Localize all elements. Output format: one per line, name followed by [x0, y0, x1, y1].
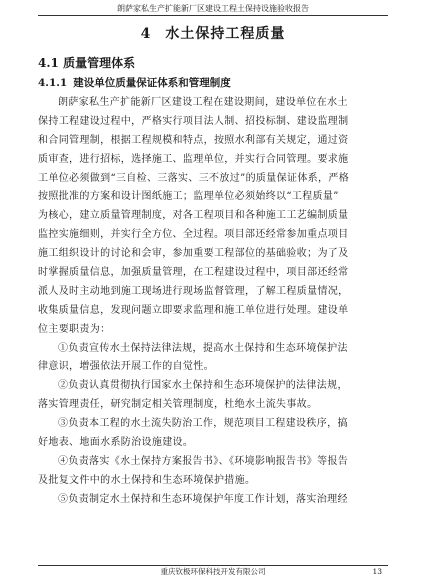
paragraph-line: 收集质量信息，发现问题立即要求监理和施工单位进行处理。建设单 [38, 304, 349, 316]
paragraph-line: 工单位必须做到“三自检、三落实、三不放过”的质量保证体系，严格 [38, 172, 350, 184]
chapter-number: 4 [140, 26, 152, 42]
paragraph-line: 朗萨家私生产扩能新厂区建设工程在建设期间，建设单位在水土 [58, 97, 348, 108]
section-title: 质量管理体系 [63, 56, 136, 70]
duty-item-line: ⑤负责制定水土保持和生态环境保护年度工作计划，落实治理经 [58, 493, 348, 505]
section-number: 4.1 [38, 56, 59, 70]
duty-item-line: ③负责本工程的水土流失防治工作，规范项目工程建设秩序，搞 [58, 418, 348, 430]
duty-item-line: 落实管理责任，研究制定相关管理制度，杜绝水土流失事故。 [38, 399, 318, 411]
duty-item-line: 及批复文件中的水土保持和生态环境保护措施。 [38, 474, 256, 486]
section-heading [38, 55, 135, 71]
duty-item-line: ①负责宣传水土保持法律法规，提高水土保持和生态环境保护法 [58, 342, 348, 354]
chapter-heading [0, 25, 426, 43]
footer-company: 重庆钦极环保科技开发有限公司 [160, 567, 266, 576]
body-text [38, 94, 388, 510]
duty-item-line: 好地表、地面水系防治设施建设。 [38, 437, 194, 449]
duty-item-line: 律意识，增强依法开展工作的自觉性。 [38, 361, 214, 373]
paragraph-line: 按照批准的方案和设计图纸施工；监理单位必须始终以“工程质量” [38, 191, 339, 203]
subsection-number: 4.1.1 [38, 77, 68, 89]
paragraph-line: 位主要职责为： [38, 323, 111, 335]
page-number: 13 [372, 567, 382, 576]
paragraph-line: 质审查，进行招标，选择施工、监理单位，并实行合同管理。要求施 [38, 153, 349, 165]
paragraph-line: 为核心，建立质量管理制度，对各工程项目和各种施工工艺编制质量 [38, 210, 349, 222]
subsection-title: 建设单位质量保证体系和管理制度 [73, 77, 231, 89]
running-header: 朗萨家私生产扩能新厂区建设工程土保持设施验收报告 [117, 4, 309, 13]
duty-item-line: ④负责落实《水土保持方案报告书》、《环境影响报告书》等报告 [58, 455, 349, 467]
paragraph-line: 施工组织设计的讨论和会审，参加重要工程部位的基础验收；为了及 [38, 248, 349, 260]
chapter-title: 水土保持工程质量 [165, 26, 286, 42]
paragraph-line: 和合同管理制，根据工程规模和特点，按照水利部有关规定，通过资 [38, 134, 349, 146]
paragraph-line: 保持工程建设过程中，严格实行项目法人制、招投标制、建设监理制 [38, 115, 349, 127]
paragraph-line: 派人及时主动地到施工现场进行现场监督管理，了解工程质量情况， [38, 285, 349, 297]
header-divider [38, 15, 388, 16]
paragraph-line: 时掌握质量信息，加强质量管理，在工程建设过程中，项目部还经常 [38, 267, 349, 279]
footer-divider [38, 565, 388, 566]
subsection-heading [38, 76, 231, 90]
paragraph-line: 监控实施细则，并实行全方位、全过程。项目部还经常参加重点项目 [38, 229, 349, 241]
duty-item-line: ②负责认真贯彻执行国家水土保持和生态环境保护的法律法规， [58, 380, 348, 392]
